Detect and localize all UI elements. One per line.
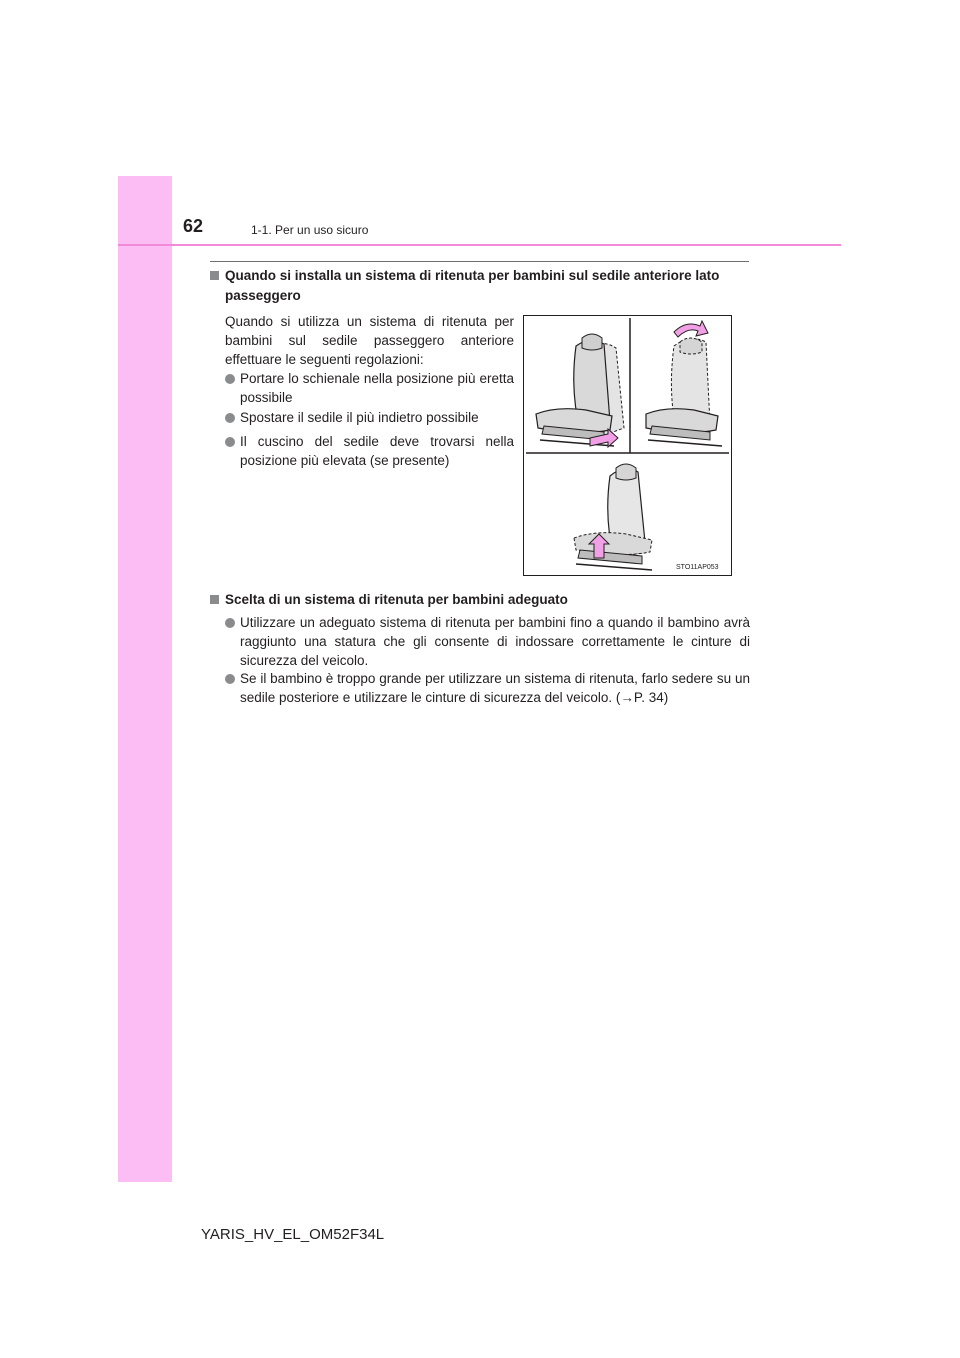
list-item	[225, 613, 750, 670]
cushion-raise-icon	[574, 464, 652, 570]
round-bullet-icon	[225, 618, 235, 628]
footer-model-code: YARIS_HV_EL_OM52F34L	[201, 1226, 385, 1243]
chapter-title: 1-1. Per un uso sicuro	[251, 223, 369, 237]
section-heading-front-seat	[210, 266, 750, 306]
list-item-text: Portare lo schienale nella posizione più eretta possibile	[240, 371, 514, 405]
seat-illustration	[524, 316, 731, 575]
square-bullet-icon	[210, 595, 219, 604]
list-item	[225, 369, 514, 407]
list-item-text: Se il bambino è troppo grande per utilizzare un sistema di ritenuta, farlo sedere su un sedile posteriore e utilizzare le cinture di sicurezza del veicolo. (→P. 34)	[240, 671, 750, 705]
seat-adjustment-figure	[523, 315, 732, 576]
round-bullet-icon	[225, 674, 235, 684]
section-divider	[210, 261, 749, 262]
intro-paragraph: Quando si utilizza un sistema di ritenuta per bambini sul sedile passeggero anteriore effettuare le seguenti regolazioni:	[225, 314, 514, 367]
list-item	[225, 432, 514, 470]
list-item-text: Utilizzare un adeguato sistema di ritenuta per bambini fino a quando il bambino avrà raggiunto una statura che gli consente di indossare correttamente le cinture di sicurezza del veicolo.	[240, 615, 750, 668]
figure-code: STO11AP053	[676, 564, 719, 571]
round-bullet-icon	[225, 374, 235, 384]
section-heading-choose-restraint	[210, 590, 568, 610]
heading-text: Scelta di un sistema di ritenuta per bambini adeguato	[225, 592, 568, 607]
header-rule	[118, 244, 841, 246]
seat-slide-back-icon	[536, 334, 624, 447]
page-number: 62	[183, 216, 204, 236]
heading-line-1: Quando si installa un sistema di ritenuta per bambini sul sedile anteriore lato	[225, 268, 720, 283]
list-item	[225, 408, 514, 427]
square-bullet-icon	[210, 271, 219, 280]
heading-line-2: passeggero	[225, 288, 301, 303]
list-item-text: Spostare il sedile il più indietro possibile	[240, 410, 479, 425]
round-bullet-icon	[225, 413, 235, 423]
round-bullet-icon	[225, 437, 235, 447]
list-item-text: Il cuscino del sedile deve trovarsi nella posizione più elevata (se presente)	[240, 434, 514, 468]
seatback-upright-icon	[646, 321, 722, 446]
list-item	[225, 669, 750, 707]
side-thumb-band	[118, 176, 172, 1182]
